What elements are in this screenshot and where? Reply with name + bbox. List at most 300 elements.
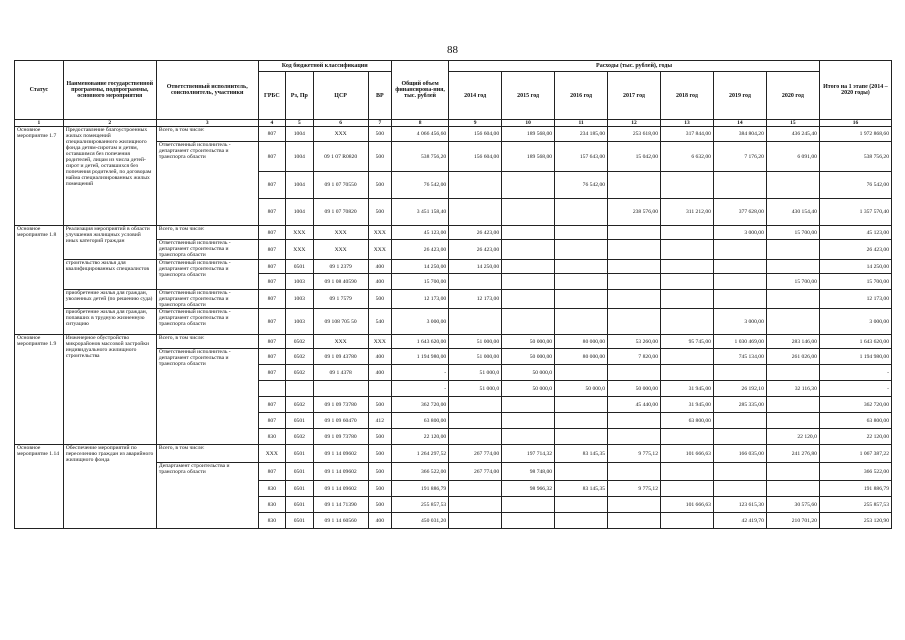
table-cell bbox=[608, 260, 661, 274]
table-cell: 400 bbox=[368, 365, 391, 381]
table-cell: 12 173,00 bbox=[449, 290, 502, 309]
table-cell: 253 618,00 bbox=[608, 127, 661, 142]
table-cell: 0502 bbox=[286, 335, 314, 349]
index-cell: 15 bbox=[766, 120, 819, 127]
table-row bbox=[15, 290, 892, 309]
executor-cell: Ответственный исполнитель - департамент строительства и транспорта области bbox=[156, 240, 258, 260]
table-cell bbox=[555, 199, 608, 226]
table-cell bbox=[608, 172, 661, 199]
table-cell: 1 643 620,00 bbox=[819, 335, 891, 349]
table-cell bbox=[713, 481, 766, 497]
table-cell: 76 542,00 bbox=[555, 172, 608, 199]
table-cell: 241 276,80 bbox=[766, 445, 819, 463]
table-cell bbox=[449, 429, 502, 445]
table-cell: 1 357 570,40 bbox=[819, 199, 891, 226]
table-cell: 156 604,00 bbox=[449, 142, 502, 172]
table-cell: 98 966,32 bbox=[502, 481, 555, 497]
table-cell bbox=[660, 429, 713, 445]
table-cell: 830 bbox=[258, 513, 286, 529]
table-cell: 238 576,00 bbox=[608, 199, 661, 226]
table-cell: 3 000,00 bbox=[713, 226, 766, 240]
table-cell: 26 423,00 bbox=[391, 240, 448, 260]
table-cell bbox=[608, 365, 661, 381]
table-cell bbox=[660, 513, 713, 529]
table-cell: 412 bbox=[368, 413, 391, 429]
table-cell bbox=[660, 365, 713, 381]
table-cell bbox=[660, 226, 713, 240]
table-cell: 807 bbox=[258, 240, 286, 260]
table-cell: 0501 bbox=[286, 463, 314, 481]
table-cell bbox=[449, 413, 502, 429]
table-cell bbox=[660, 463, 713, 481]
table-cell: 76 542,00 bbox=[819, 172, 891, 199]
table-cell: 500 bbox=[368, 172, 391, 199]
table-cell: 12 173,00 bbox=[391, 290, 448, 309]
table-cell: 1 194 980,00 bbox=[391, 349, 448, 365]
table-cell: 500 bbox=[368, 199, 391, 226]
table-cell bbox=[449, 274, 502, 290]
table-cell: 807 bbox=[258, 142, 286, 172]
header-year: 2019 год bbox=[713, 72, 766, 120]
table-cell: 09 1 4378 bbox=[313, 365, 368, 381]
table-cell bbox=[449, 497, 502, 513]
table-cell: 210 701,20 bbox=[766, 513, 819, 529]
table-cell: 745 134,00 bbox=[713, 349, 766, 365]
table-cell bbox=[502, 240, 555, 260]
header-executor: Ответственный исполнитель, соисполнитель, участники bbox=[156, 61, 258, 120]
table-cell: 500 bbox=[368, 429, 391, 445]
table-cell: 807 bbox=[258, 365, 286, 381]
name-cell: строительство жилья для квалифицированных специалистов bbox=[63, 260, 156, 290]
table-cell bbox=[766, 309, 819, 335]
status-cell: Основное мероприятие 1.14 bbox=[15, 445, 64, 529]
table-cell bbox=[555, 463, 608, 481]
table-cell: ХХХ bbox=[286, 240, 314, 260]
table-cell: 267 774,00 bbox=[449, 445, 502, 463]
header-year: 2016 год bbox=[555, 72, 608, 120]
table-cell: 30 575,60 bbox=[766, 497, 819, 513]
index-cell: 7 bbox=[368, 120, 391, 127]
table-cell: 830 bbox=[258, 481, 286, 497]
table-cell: 538 756,20 bbox=[819, 142, 891, 172]
table-cell: 156 604,00 bbox=[449, 127, 502, 142]
table-cell bbox=[660, 290, 713, 309]
table-cell: 09 1 08 40590 bbox=[313, 274, 368, 290]
table-cell: 31 945,00 bbox=[660, 397, 713, 413]
table-cell bbox=[766, 260, 819, 274]
table-cell: 15 700,00 bbox=[766, 226, 819, 240]
table-cell bbox=[502, 429, 555, 445]
table-cell bbox=[502, 226, 555, 240]
table-cell: 807 bbox=[258, 274, 286, 290]
table-cell: 101 666,63 bbox=[660, 497, 713, 513]
table-cell: 255 857,53 bbox=[391, 497, 448, 513]
table-cell: 450 031,20 bbox=[391, 513, 448, 529]
table-cell: 45 123,00 bbox=[819, 226, 891, 240]
table-cell bbox=[555, 240, 608, 260]
table-cell: 50 000,00 bbox=[502, 335, 555, 349]
executor-cell: Всего, в том числе: bbox=[156, 335, 258, 349]
table-cell: 50 000,0 bbox=[555, 381, 608, 397]
header-year: 2018 год bbox=[660, 72, 713, 120]
table-cell bbox=[502, 199, 555, 226]
table-cell: 123 615,30 bbox=[713, 497, 766, 513]
table-cell bbox=[660, 349, 713, 365]
table-cell: 14 250,00 bbox=[819, 260, 891, 274]
table-cell bbox=[660, 240, 713, 260]
table-cell bbox=[449, 172, 502, 199]
table-cell bbox=[713, 274, 766, 290]
table-cell bbox=[502, 309, 555, 335]
table-cell: 234 185,00 bbox=[555, 127, 608, 142]
table-cell: 500 bbox=[368, 445, 391, 463]
table-cell bbox=[713, 260, 766, 274]
index-cell: 6 bbox=[313, 120, 368, 127]
table-cell bbox=[313, 381, 368, 397]
table-cell: 0501 bbox=[286, 481, 314, 497]
table-cell bbox=[713, 429, 766, 445]
header-itogo: Итого на 1 этапе (2014 – 2020 годы) bbox=[819, 61, 891, 120]
table-cell bbox=[368, 381, 391, 397]
table-cell bbox=[449, 199, 502, 226]
table-cell: 1 643 620,00 bbox=[391, 335, 448, 349]
table-cell bbox=[660, 274, 713, 290]
table-cell: 384 804,20 bbox=[713, 127, 766, 142]
table-cell bbox=[449, 513, 502, 529]
table-cell: 362 720,00 bbox=[819, 397, 891, 413]
table-cell: 1 972 868,60 bbox=[819, 127, 891, 142]
table-cell bbox=[713, 365, 766, 381]
table-cell: 09 1 09 73780 bbox=[313, 429, 368, 445]
table-cell: ХХХ bbox=[286, 226, 314, 240]
page-number: 88 bbox=[447, 44, 458, 56]
table-cell bbox=[502, 274, 555, 290]
table-cell: 09 1 2379 bbox=[313, 260, 368, 274]
index-cell: 16 bbox=[819, 120, 891, 127]
header-rzpr: Рз, Пр bbox=[286, 72, 314, 120]
table-cell: 1004 bbox=[286, 199, 314, 226]
table-cell bbox=[555, 365, 608, 381]
table-cell: 15 700,00 bbox=[391, 274, 448, 290]
table-cell bbox=[766, 240, 819, 260]
table-cell: 500 bbox=[368, 463, 391, 481]
table-cell bbox=[608, 240, 661, 260]
table-cell: ХХХ bbox=[368, 226, 391, 240]
table-cell: 1003 bbox=[286, 274, 314, 290]
table-cell: 436 245,40 bbox=[766, 127, 819, 142]
table-cell bbox=[608, 463, 661, 481]
executor-cell: Ответственный исполнитель - департамент строительства и транспорта области bbox=[156, 309, 258, 335]
header-year: 2015 год bbox=[502, 72, 555, 120]
table-cell: 1003 bbox=[286, 309, 314, 335]
table-cell: 377 628,00 bbox=[713, 199, 766, 226]
table-cell: 63 800,00 bbox=[660, 413, 713, 429]
table-cell bbox=[555, 226, 608, 240]
table-cell: - bbox=[391, 365, 448, 381]
index-cell: 4 bbox=[258, 120, 286, 127]
table-cell: 50 000,00 bbox=[502, 349, 555, 365]
table-cell: 166 035,00 bbox=[713, 445, 766, 463]
table-cell: 80 000,00 bbox=[555, 349, 608, 365]
table-cell: 3 451 158,40 bbox=[391, 199, 448, 226]
table-row bbox=[15, 335, 892, 349]
table-cell: 500 bbox=[368, 127, 391, 142]
table-cell: 540 bbox=[368, 309, 391, 335]
budget-table bbox=[14, 60, 892, 529]
table-cell: 3 000,00 bbox=[391, 309, 448, 335]
table-cell: 807 bbox=[258, 290, 286, 309]
table-cell: 0502 bbox=[286, 429, 314, 445]
table-cell: 45 123,00 bbox=[391, 226, 448, 240]
index-cell: 3 bbox=[156, 120, 258, 127]
table-cell bbox=[766, 463, 819, 481]
table-cell: 0502 bbox=[286, 349, 314, 365]
table-cell: 267 774,00 bbox=[449, 463, 502, 481]
table-cell: 12 173,00 bbox=[819, 290, 891, 309]
index-cell: 12 bbox=[608, 120, 661, 127]
table-cell bbox=[502, 513, 555, 529]
table-cell: 51 000,0 bbox=[449, 365, 502, 381]
table-row bbox=[15, 226, 892, 240]
table-cell: 400 bbox=[368, 513, 391, 529]
table-cell bbox=[660, 481, 713, 497]
table-cell: 3 000,00 bbox=[713, 309, 766, 335]
table-cell: 189 568,00 bbox=[502, 142, 555, 172]
table-cell: 261 026,00 bbox=[766, 349, 819, 365]
executor-cell: Всего, в том числе: bbox=[156, 445, 258, 463]
status-cell: Основное мероприятие 1.8 bbox=[15, 226, 64, 335]
table-cell: - bbox=[819, 365, 891, 381]
table-cell bbox=[608, 290, 661, 309]
table-cell bbox=[555, 309, 608, 335]
table-cell: 0501 bbox=[286, 497, 314, 513]
table-cell: 1004 bbox=[286, 127, 314, 142]
header-vr: ВР bbox=[368, 72, 391, 120]
table-cell: 0501 bbox=[286, 260, 314, 274]
table-cell bbox=[766, 481, 819, 497]
table-cell: 95 745,00 bbox=[660, 335, 713, 349]
table-cell: 500 bbox=[368, 290, 391, 309]
table-cell: 09 1 07 70820 bbox=[313, 199, 368, 226]
table-cell: 500 bbox=[368, 481, 391, 497]
table-cell bbox=[286, 381, 314, 397]
table-cell: 09 1 09 60470 bbox=[313, 413, 368, 429]
table-cell: 45 440,00 bbox=[608, 397, 661, 413]
table-cell bbox=[502, 397, 555, 413]
table-cell: 7 820,00 bbox=[608, 349, 661, 365]
table-cell: 09 1 14 71390 bbox=[313, 497, 368, 513]
table-cell: 807 bbox=[258, 127, 286, 142]
table-cell bbox=[660, 309, 713, 335]
table-cell: 0502 bbox=[286, 397, 314, 413]
table-cell bbox=[502, 290, 555, 309]
table-cell: 98 748,00 bbox=[502, 463, 555, 481]
table-cell: 366 522,00 bbox=[819, 463, 891, 481]
table-cell: 807 bbox=[258, 413, 286, 429]
table-cell: 807 bbox=[258, 199, 286, 226]
table-cell: 83 145,35 bbox=[555, 481, 608, 497]
index-cell: 2 bbox=[63, 120, 156, 127]
table-cell: 807 bbox=[258, 309, 286, 335]
table-cell: 101 666,63 bbox=[660, 445, 713, 463]
table-cell: 31 945,00 bbox=[660, 381, 713, 397]
table-cell: ХХХ bbox=[258, 445, 286, 463]
executor-cell: Ответственный исполнитель - департамент строительства и транспорта области bbox=[156, 349, 258, 445]
table-cell: 51 000,0 bbox=[449, 381, 502, 397]
table-cell: 1004 bbox=[286, 142, 314, 172]
table-cell: 807 bbox=[258, 349, 286, 365]
table-cell: 500 bbox=[368, 397, 391, 413]
table-cell: 191 886,79 bbox=[819, 481, 891, 497]
header-grbs: ГРБС bbox=[258, 72, 286, 120]
table-cell bbox=[660, 172, 713, 199]
table-cell: 09 1 14 09602 bbox=[313, 481, 368, 497]
table-cell bbox=[713, 240, 766, 260]
table-cell bbox=[608, 226, 661, 240]
table-cell: 283 146,00 bbox=[766, 335, 819, 349]
table-cell: 50 000,0 bbox=[502, 381, 555, 397]
table-cell: 6 632,00 bbox=[660, 142, 713, 172]
table-cell bbox=[713, 172, 766, 199]
executor-cell: Всего, в том числе: bbox=[156, 127, 258, 142]
header-status: Статус bbox=[15, 61, 64, 120]
table-cell: 22 120,00 bbox=[391, 429, 448, 445]
table-cell: 538 756,20 bbox=[391, 142, 448, 172]
table-cell: 197 714,32 bbox=[502, 445, 555, 463]
table-cell: 807 bbox=[258, 226, 286, 240]
table-cell: 400 bbox=[368, 274, 391, 290]
header-total-fin: Общий объем финансирова-ния, тыс. рублей bbox=[391, 61, 448, 120]
table-cell: 807 bbox=[258, 463, 286, 481]
table-cell: 9 775,12 bbox=[608, 445, 661, 463]
table-cell bbox=[555, 497, 608, 513]
table-cell bbox=[608, 413, 661, 429]
table-cell bbox=[766, 397, 819, 413]
table-cell: 0501 bbox=[286, 413, 314, 429]
table-cell: - bbox=[391, 381, 448, 397]
table-cell bbox=[555, 290, 608, 309]
header-budget-code: Код бюджетной классификации bbox=[258, 61, 391, 72]
table-row bbox=[15, 445, 892, 463]
table-cell: 51 000,00 bbox=[449, 335, 502, 349]
table-cell: 807 bbox=[258, 260, 286, 274]
table-cell: 366 522,00 bbox=[391, 463, 448, 481]
index-cell: 1 bbox=[15, 120, 64, 127]
header-csr: ЦСР bbox=[313, 72, 368, 120]
table-cell: 80 000,00 bbox=[555, 335, 608, 349]
table-cell: 285 335,00 bbox=[713, 397, 766, 413]
table-cell: 22 120,00 bbox=[819, 429, 891, 445]
table-cell: 09 108 705 50 bbox=[313, 309, 368, 335]
table-cell bbox=[713, 463, 766, 481]
table-cell bbox=[502, 413, 555, 429]
table-cell bbox=[555, 260, 608, 274]
header-name: Наименование государственной программы, подпрограммы, основного мероприятия bbox=[63, 61, 156, 120]
table-cell: 09 1 7579 bbox=[313, 290, 368, 309]
table-cell: 253 120,90 bbox=[819, 513, 891, 529]
table-cell: 9 775,12 bbox=[608, 481, 661, 497]
table-cell: 14 250,00 bbox=[391, 260, 448, 274]
table-cell: 1 067 387,22 bbox=[819, 445, 891, 463]
table-cell: 0501 bbox=[286, 445, 314, 463]
table-cell: 50 000,0 bbox=[502, 365, 555, 381]
table-cell: 42 419,70 bbox=[713, 513, 766, 529]
table-cell bbox=[660, 260, 713, 274]
table-cell: 7 176,20 bbox=[713, 142, 766, 172]
table-cell: ХХХ bbox=[313, 240, 368, 260]
index-cell: 14 bbox=[713, 120, 766, 127]
table-cell: 09 1 09 43780 bbox=[313, 349, 368, 365]
table-cell: 15 700,00 bbox=[819, 274, 891, 290]
executor-cell: Ответственный исполнитель - департамент строительства и транспорта области bbox=[156, 142, 258, 226]
table-cell: 26 192,10 bbox=[713, 381, 766, 397]
table-cell: 09 1 14 09602 bbox=[313, 463, 368, 481]
table-cell: 189 568,00 bbox=[502, 127, 555, 142]
table-cell bbox=[608, 497, 661, 513]
table-cell: 09 1 14 09602 bbox=[313, 445, 368, 463]
name-cell: Реализация мероприятий в области улучшения жилищных условий иных категорий граждан bbox=[63, 226, 156, 260]
table-cell bbox=[555, 429, 608, 445]
table-cell: 09 1 14 60560 bbox=[313, 513, 368, 529]
index-cell: 8 bbox=[391, 120, 448, 127]
table-cell: 09 1 07 70550 bbox=[313, 172, 368, 199]
header-year: 2020 год bbox=[766, 72, 819, 120]
name-cell: Инженерное обустройство микрорайонов массовой застройки индивидуального жилищного строительства bbox=[63, 335, 156, 445]
table-cell: 83 145,35 bbox=[555, 445, 608, 463]
table-cell bbox=[502, 497, 555, 513]
index-cell: 10 bbox=[502, 120, 555, 127]
status-cell: Основное мероприятие 1.9 bbox=[15, 335, 64, 445]
table-cell: 191 886,79 bbox=[391, 481, 448, 497]
table-cell: 26 423,00 bbox=[449, 240, 502, 260]
table-cell: 362 720,00 bbox=[391, 397, 448, 413]
table-cell bbox=[608, 309, 661, 335]
table-cell bbox=[449, 481, 502, 497]
table-cell bbox=[502, 260, 555, 274]
table-cell: 1003 bbox=[286, 290, 314, 309]
table-cell bbox=[766, 413, 819, 429]
table-cell: 830 bbox=[258, 429, 286, 445]
name-cell: Предоставление благоустроенных жилых помещений специализированного жилищного фонда детям-сиротам и детям, оставшимся без попечения родителей, лицам из числа детей-сирот и детей, оставшихся без попечения родителей, по договорам найма специализированных жилых помещений bbox=[63, 127, 156, 226]
table-cell: 0502 bbox=[286, 365, 314, 381]
table-cell: 807 bbox=[258, 397, 286, 413]
table-row bbox=[15, 260, 892, 274]
table-cell: 807 bbox=[258, 335, 286, 349]
table-cell: 14 250,00 bbox=[449, 260, 502, 274]
table-cell bbox=[555, 397, 608, 413]
table-cell: 311 212,00 bbox=[660, 199, 713, 226]
table-cell bbox=[449, 397, 502, 413]
table-cell: 317 844,00 bbox=[660, 127, 713, 142]
table-cell: 255 857,53 bbox=[819, 497, 891, 513]
table-cell: 400 bbox=[368, 260, 391, 274]
table-cell bbox=[608, 429, 661, 445]
table-cell: 1 194 980,00 bbox=[819, 349, 891, 365]
table-cell: 4 066 456,60 bbox=[391, 127, 448, 142]
table-cell: 15 700,00 bbox=[766, 274, 819, 290]
table-cell: ХХХ bbox=[313, 226, 368, 240]
table-row bbox=[15, 127, 892, 142]
table-cell bbox=[766, 172, 819, 199]
table-cell: 63 800,00 bbox=[819, 413, 891, 429]
table-cell: 500 bbox=[368, 142, 391, 172]
executor-cell: Департамент строительства и транспорта области bbox=[156, 463, 258, 529]
table-row bbox=[15, 309, 892, 335]
name-cell: Обеспечение мероприятий по переселению граждан из аварийного жилищного фонда bbox=[63, 445, 156, 529]
table-cell: 430 154,40 bbox=[766, 199, 819, 226]
header-year: 2014 год bbox=[449, 72, 502, 120]
table-cell: 22 120,0 bbox=[766, 429, 819, 445]
